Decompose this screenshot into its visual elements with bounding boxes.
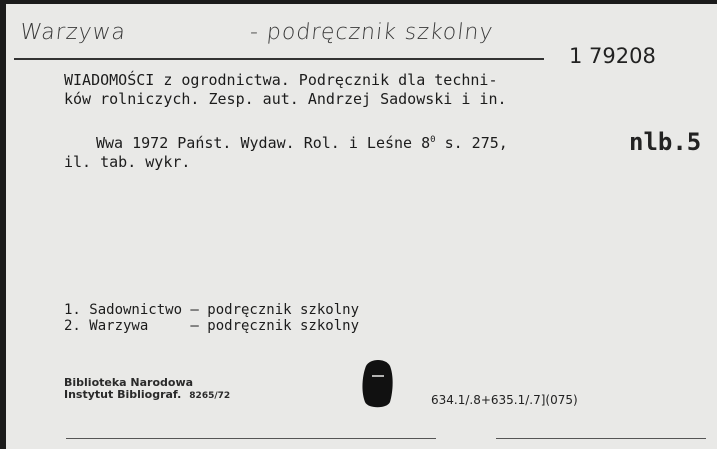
imprint-line: il. tab. wykr. [64, 153, 191, 171]
bottom-rule [66, 438, 436, 439]
institution-number: 8265/72 [189, 391, 231, 401]
imprint-line [64, 131, 624, 153]
format-superscript: 0 [430, 135, 436, 145]
title-block [64, 71, 624, 109]
title-line: WIADOMOŚCI z ogrodnictwa. Podręcznik dla techni- [64, 71, 498, 89]
subject-entry: 2. Warzywa — podręcznik szkolny [64, 318, 360, 334]
handwritten-underline [14, 58, 544, 60]
bottom-rule [496, 438, 706, 439]
classification-number: 634.1/.8+635.1/.7](075) [431, 393, 578, 407]
imprint-block [64, 131, 624, 172]
imprint-pages: s. 275, [435, 134, 508, 152]
subject-entry: 1. Sadownictwo — podręcznik szkolny [64, 302, 360, 318]
handwritten-subject-qualifier: - podręcznik szkolny [248, 20, 495, 45]
institution-stamp [64, 377, 230, 402]
institution-dept: Instytut Bibliograf. 8265/72 [64, 388, 231, 401]
handwritten-subject: Warzywa [18, 20, 128, 45]
imprint-text: Wwa 1972 Państ. Wydaw. Rol. i Leśne 8 [96, 134, 431, 152]
punch-hole-icon [360, 358, 394, 410]
accession-number: 1 79208 [569, 44, 656, 68]
subject-list [64, 302, 359, 334]
institution-name: Biblioteka Narodowa [64, 376, 194, 389]
title-line: ków rolniczych. Zesp. aut. Andrzej Sadowski i in. [64, 90, 507, 108]
copies-mark: nlb.5 [629, 128, 702, 156]
